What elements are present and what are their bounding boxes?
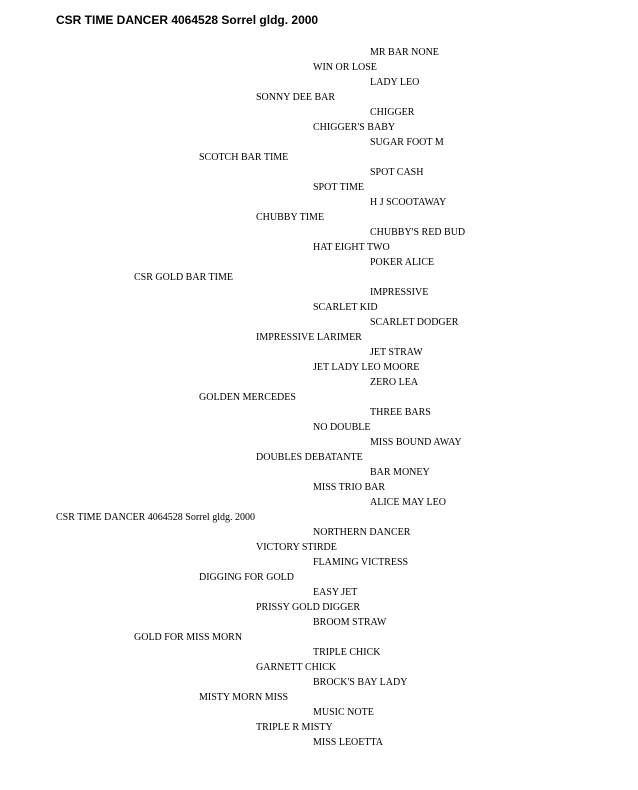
pedigree-entry: GOLDEN MERCEDES [199,392,296,403]
pedigree-entry: PRISSY GOLD DIGGER [256,602,361,613]
pedigree-entry: TRIPLE R MISTY [256,722,333,733]
pedigree-entry: SONNY DEE BAR [256,92,336,103]
pedigree-entry: JET LADY LEO MOORE [313,362,420,373]
pedigree-entry: MISS LEOETTA [313,737,384,748]
pedigree-entry: NORTHERN DANCER [313,527,411,538]
pedigree-entry: SCOTCH BAR TIME [199,152,289,163]
pedigree-entry: SPOT TIME [313,182,365,193]
pedigree-entry: HAT EIGHT TWO [313,242,390,253]
pedigree-entry: ALICE MAY LEO [370,497,446,508]
pedigree-entry: EASY JET [313,587,358,598]
pedigree-entry: IMPRESSIVE [370,287,429,298]
pedigree-entry: CSR GOLD BAR TIME [134,272,233,283]
pedigree-entry: MISTY MORN MISS [199,692,289,703]
pedigree-entry: MISS TRIO BAR [313,482,386,493]
pedigree-entry: GARNETT CHICK [256,662,337,673]
pedigree-entry: GOLD FOR MISS MORN [134,632,243,643]
pedigree-entry: MISS BOUND AWAY [370,437,462,448]
pedigree-entry: BAR MONEY [370,467,430,478]
pedigree-entry: LADY LEO [370,77,420,88]
pedigree-entry: TRIPLE CHICK [313,647,381,658]
pedigree-entry: JET STRAW [370,347,423,358]
pedigree-entry: POKER ALICE [370,257,435,268]
pedigree-entry: CHIGGER'S BABY [313,122,396,133]
pedigree-entry: MUSIC NOTE [313,707,374,718]
pedigree-entry: DOUBLES DEBATANTE [256,452,363,463]
pedigree-entry: NO DOUBLE [313,422,371,433]
pedigree-entry: VICTORY STIRDE [256,542,337,553]
pedigree-subject: CSR TIME DANCER 4064528 Sorrel gldg. 2000 [56,512,255,523]
pedigree-entry: SUGAR FOOT M [370,137,444,148]
pedigree-entry: DIGGING FOR GOLD [199,572,294,583]
pedigree-entry: MR BAR NONE [370,47,439,58]
pedigree-entry: H J SCOOTAWAY [370,197,447,208]
page-title: CSR TIME DANCER 4064528 Sorrel gldg. 2000 [56,13,319,27]
pedigree-entry: WIN OR LOSE [313,62,377,73]
pedigree-entry: ZERO LEA [370,377,419,388]
pedigree-entry: IMPRESSIVE LARIMER [256,332,362,343]
pedigree-entry: CHIGGER [370,107,415,118]
pedigree-entry: SCARLET DODGER [370,317,459,328]
pedigree-entry: FLAMING VICTRESS [313,557,409,568]
pedigree-entry: SPOT CASH [370,167,424,178]
pedigree-entry: BROCK'S BAY LADY [313,677,408,688]
pedigree-entry: CHUBBY'S RED BUD [370,227,466,238]
pedigree-entry: BROOM STRAW [313,617,387,628]
pedigree-entry: THREE BARS [370,407,431,418]
pedigree-entry: CHUBBY TIME [256,212,325,223]
pedigree-entry: SCARLET KID [313,302,378,313]
